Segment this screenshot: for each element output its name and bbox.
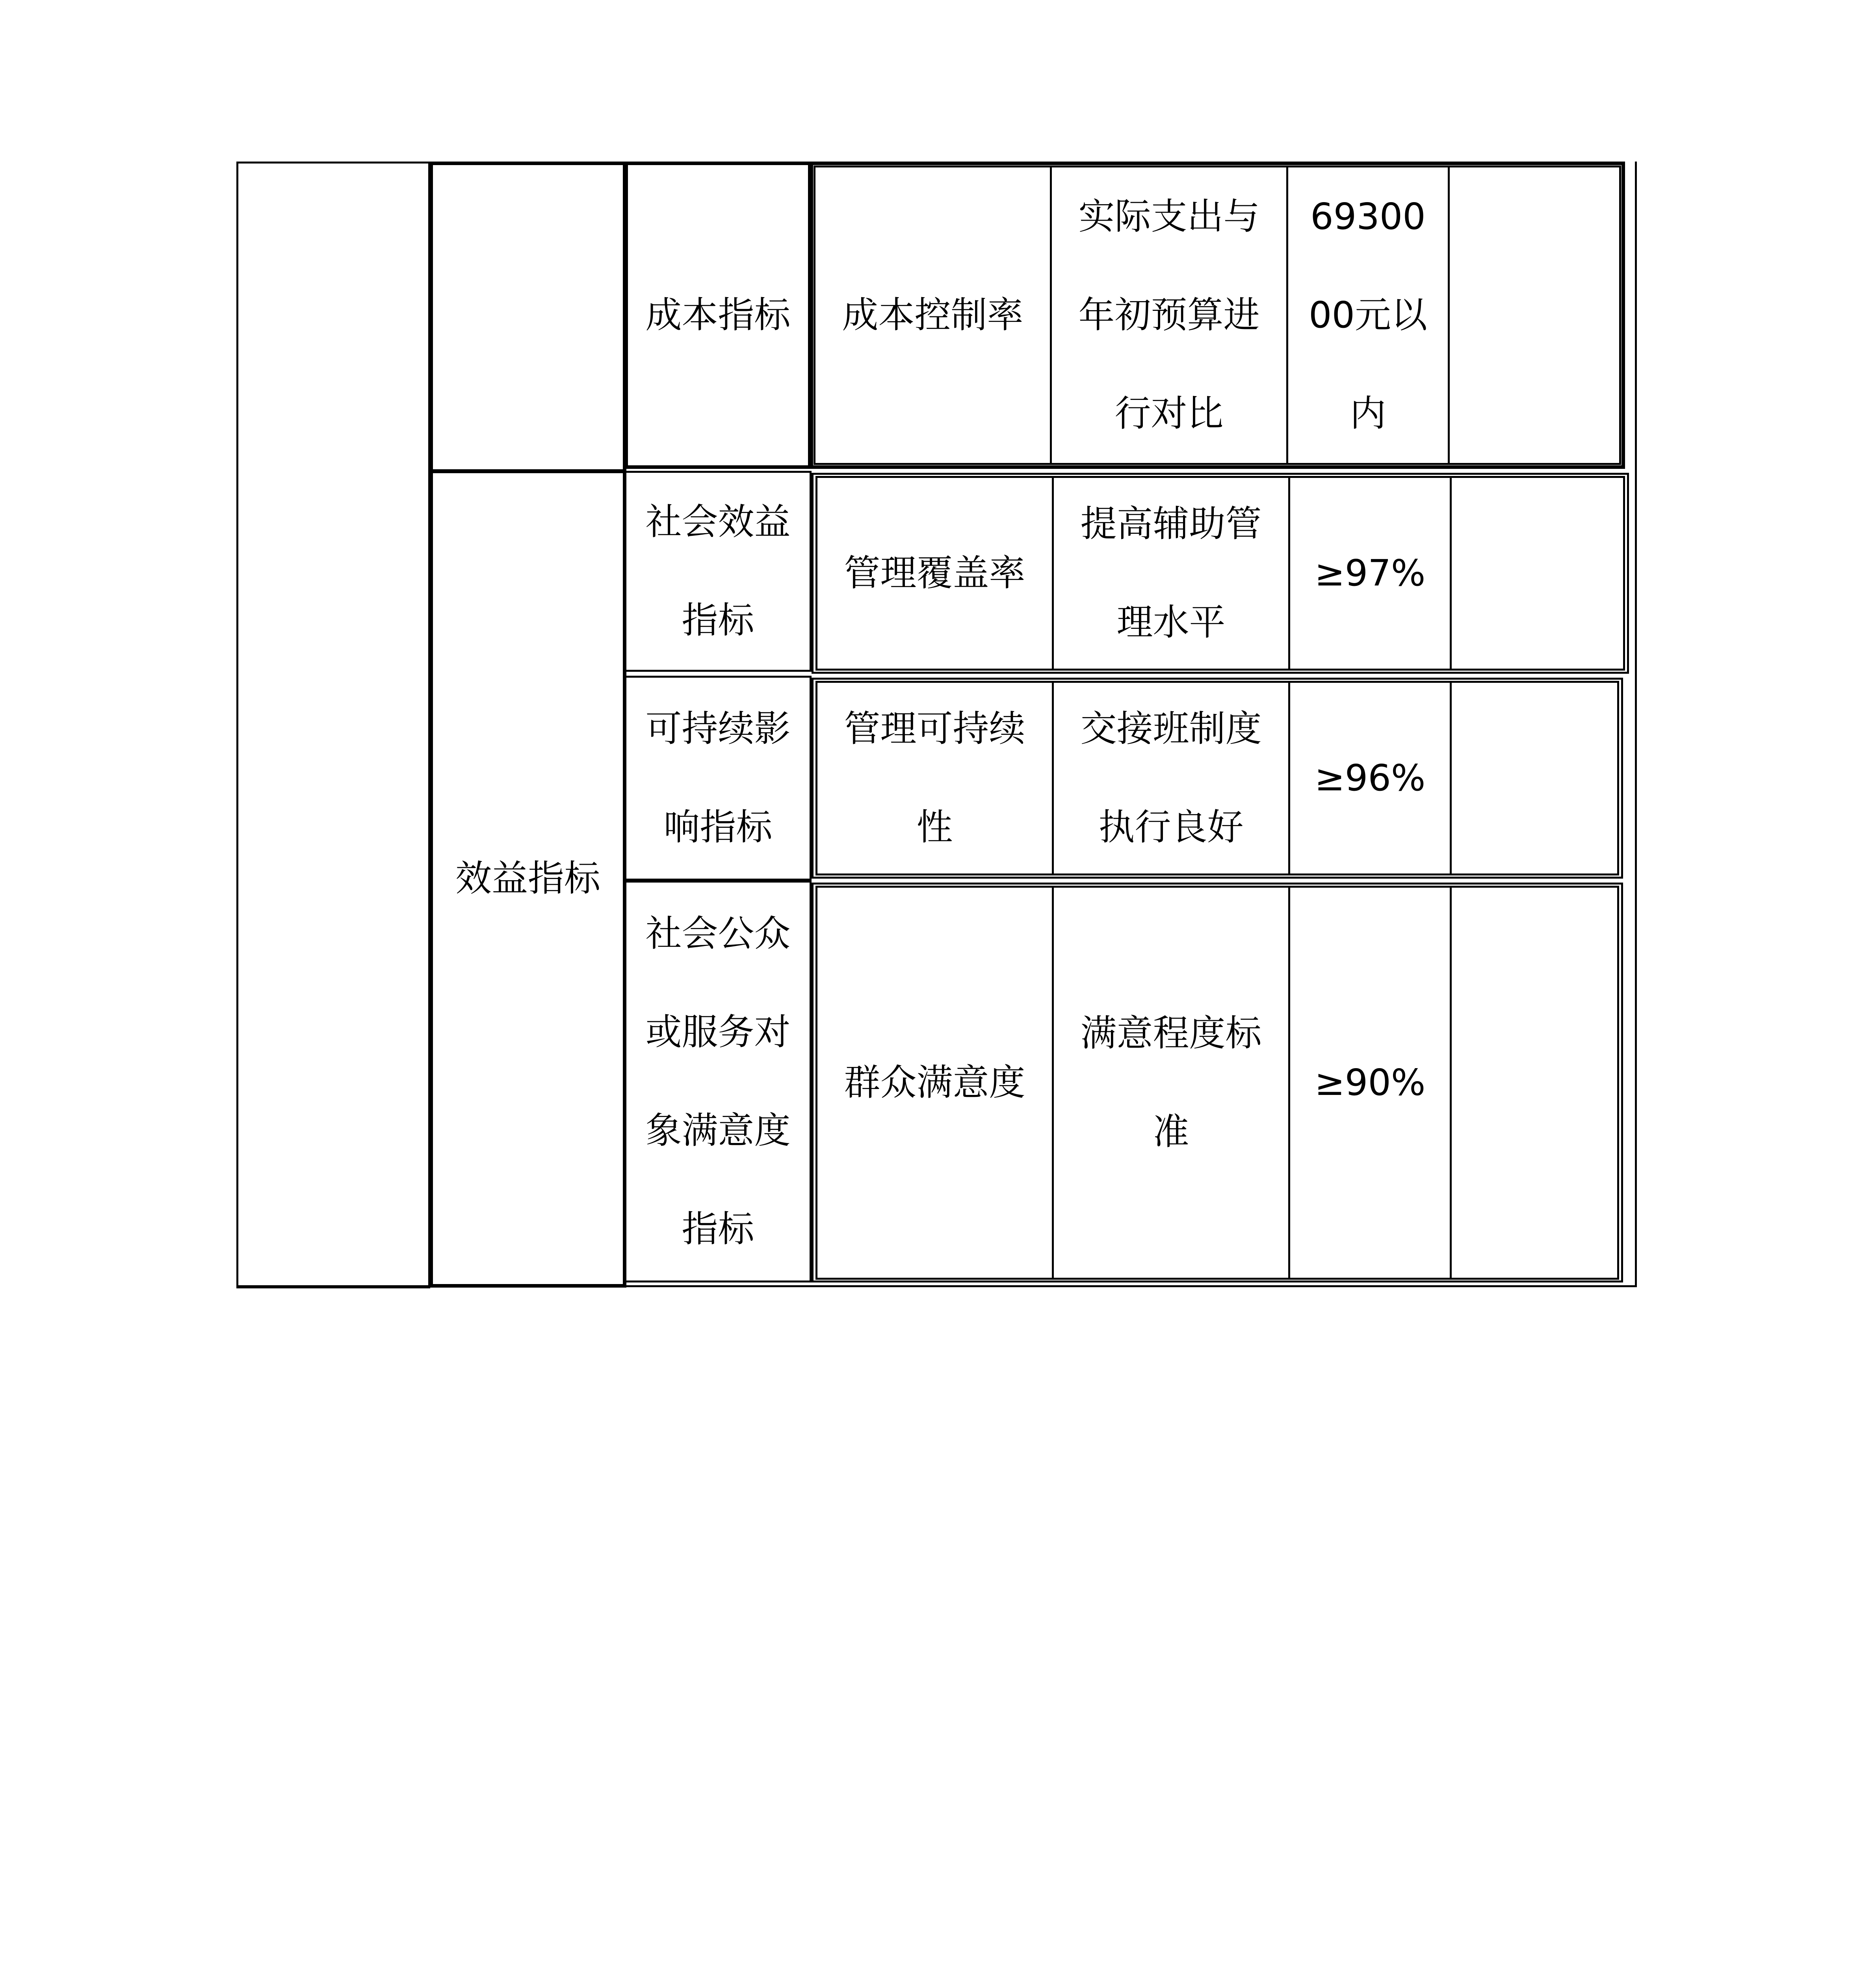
col2-bottom-label: 效益指标 — [455, 857, 600, 900]
row-1-target: 6930000元以内 — [1286, 165, 1450, 465]
row-1-note — [1448, 165, 1621, 465]
row-2-standard: 提高辅助管理水平 — [1052, 476, 1290, 671]
table-col-2-benefit — [429, 470, 626, 1288]
row-4-standard: 满意程度标准 — [1052, 886, 1290, 1280]
row-4-note — [1450, 886, 1619, 1280]
row-2-sub-indicator: 社会效益指标 — [624, 471, 812, 672]
row-3-sub-indicator: 可持续影响指标 — [624, 676, 812, 881]
row-2-indicator: 管理覆盖率 — [815, 476, 1054, 671]
row-1-sub-indicator: 成本指标 — [624, 162, 812, 469]
row-4-indicator: 群众满意度 — [815, 886, 1054, 1280]
table-col-2-cost — [429, 162, 626, 473]
row-2-note — [1450, 476, 1625, 671]
row-3-note — [1450, 681, 1619, 875]
row-3-indicator: 管理可持续性 — [815, 681, 1054, 875]
row-2-target: ≥97% — [1288, 476, 1452, 671]
table-col-1 — [236, 162, 430, 1288]
table-bottom-border — [236, 1285, 1637, 1287]
row-1-indicator: 成本控制率 — [814, 165, 1052, 465]
row-3-target: ≥96% — [1288, 681, 1452, 875]
row-1-standard: 实际支出与年初预算进行对比 — [1050, 165, 1288, 465]
row-4-sub-indicator: 社会公众或服务对象满意度指标 — [624, 881, 812, 1282]
row-4-target: ≥90% — [1288, 886, 1452, 1280]
table-right-border — [1635, 162, 1637, 1287]
row-3-standard: 交接班制度执行良好 — [1052, 681, 1290, 875]
